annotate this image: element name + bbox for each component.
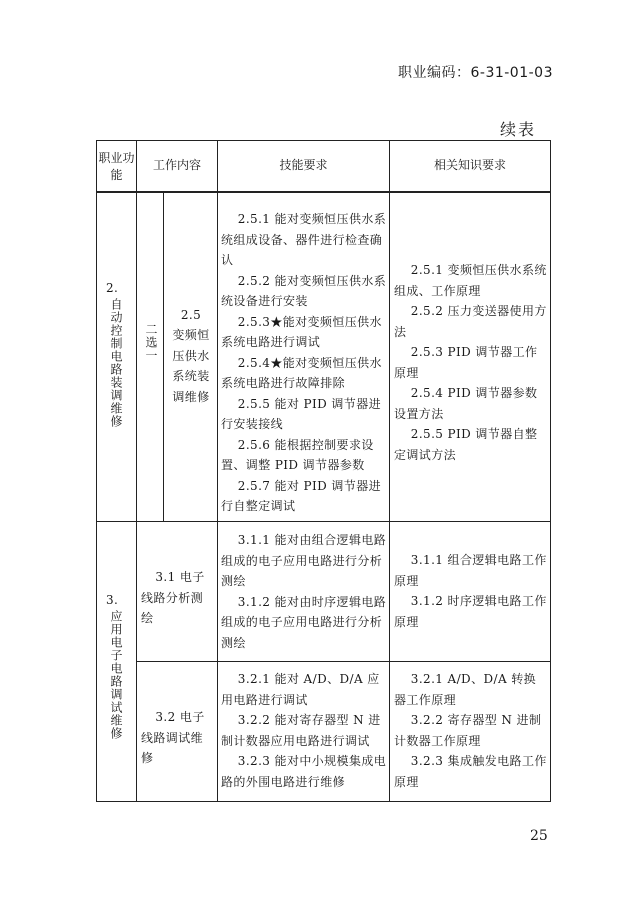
- function-name-2: 自动控制电路装调维修: [109, 298, 123, 428]
- skill-item: 2.5.5 能对 PID 调节器进行安装接线: [221, 396, 382, 431]
- knowledge-3-2: [394, 669, 548, 792]
- knowledge-item: 3.2.1 A/D、D/A 转换器工作原理: [394, 672, 537, 707]
- knowledge-item: 2.5.1 变频恒压供水系统组成、工作原理: [394, 263, 547, 298]
- knowledge-2-5: [394, 260, 548, 465]
- col-divider-1: [136, 141, 137, 801]
- skill-item: 2.5.4★能对变频恒压供水系统电路进行故障排除: [221, 355, 382, 390]
- function-number-2: 2.: [106, 281, 119, 295]
- knowledge-item: 2.5.3 PID 调节器工作原理: [394, 345, 538, 380]
- skills-2-5: [221, 209, 387, 517]
- skill-item: 3.1.1 能对由组合逻辑电路组成的电子应用电路进行分析测绘: [221, 533, 387, 588]
- skill-item: 2.5.3★能对变频恒压供水系统电路进行调试: [221, 314, 382, 349]
- skill-item: 3.2.1 能对 A/D、D/A 应用电路进行调试: [221, 672, 380, 707]
- header-work: 工作内容: [152, 158, 201, 172]
- skill-item: 2.5.2 能对变频恒压供水系统设备进行安装: [221, 273, 387, 308]
- header-knowledge: 相关知识要求: [433, 158, 506, 172]
- work-number-2-5: 2.5: [180, 308, 202, 322]
- occupation-code: 职业编码：6-31-01-03: [397, 65, 553, 81]
- knowledge-item: 3.2.2 寄存器型 N 进制计数器工作原理: [394, 713, 542, 748]
- knowledge-3-1: [394, 550, 548, 632]
- function-number-3: 3.: [106, 593, 119, 607]
- knowledge-item: 3.1.1 组合逻辑电路工作原理: [394, 553, 547, 588]
- header-function: 职业功能: [98, 151, 135, 182]
- col-divider-2: [217, 141, 218, 801]
- skill-item: 3.2.3 能对中小规模集成电路的外围电路进行维修: [221, 754, 387, 789]
- work-3-2: 3.2 电子线路调试维修: [141, 710, 205, 765]
- col-divider-3: [389, 141, 390, 801]
- skills-3-2: [221, 669, 387, 792]
- header-divider: [97, 191, 550, 193]
- choice-label: 二选一: [144, 323, 158, 362]
- skills-3-1: [221, 530, 387, 653]
- work-name-2-5: 变频恒压供水系统装调维修: [172, 328, 210, 404]
- skills-table: [96, 140, 551, 802]
- knowledge-item: 2.5.4 PID 调节器参数设置方法: [394, 386, 538, 421]
- skill-item: 3.1.2 能对由时序逻辑电路组成的电子应用电路进行分析测绘: [221, 594, 387, 650]
- work-3-1: 3.1 电子线路分析测绘: [141, 570, 205, 625]
- row-divider-1: [97, 521, 550, 522]
- skill-item: 2.5.1 能对变频恒压供水系统组成设备、器件进行检查确认: [221, 212, 387, 267]
- col-divider-choice: [163, 193, 164, 521]
- skill-item: 3.2.2 能对寄存器型 N 进制计数器应用电路进行调试: [221, 713, 381, 748]
- knowledge-item: 3.2.3 集成触发电路工作原理: [394, 754, 547, 789]
- function-name-3: 应用电子电路调试维修: [109, 610, 123, 740]
- continued-label: 续表: [500, 120, 537, 139]
- knowledge-item: 2.5.5 PID 调节器自整定调试方法: [394, 427, 538, 462]
- knowledge-item: 2.5.2 压力变送器使用方法: [394, 304, 547, 339]
- page-number: 25: [530, 828, 548, 844]
- row-divider-2: [136, 661, 550, 662]
- knowledge-item: 3.1.2 时序逻辑电路工作原理: [394, 594, 547, 629]
- skill-item: 2.5.6 能根据控制要求设置、调整 PID 调节器参数: [221, 437, 374, 472]
- skill-item: 2.5.7 能对 PID 调节器进行自整定调试: [221, 478, 382, 513]
- header-skills: 技能要求: [279, 158, 328, 172]
